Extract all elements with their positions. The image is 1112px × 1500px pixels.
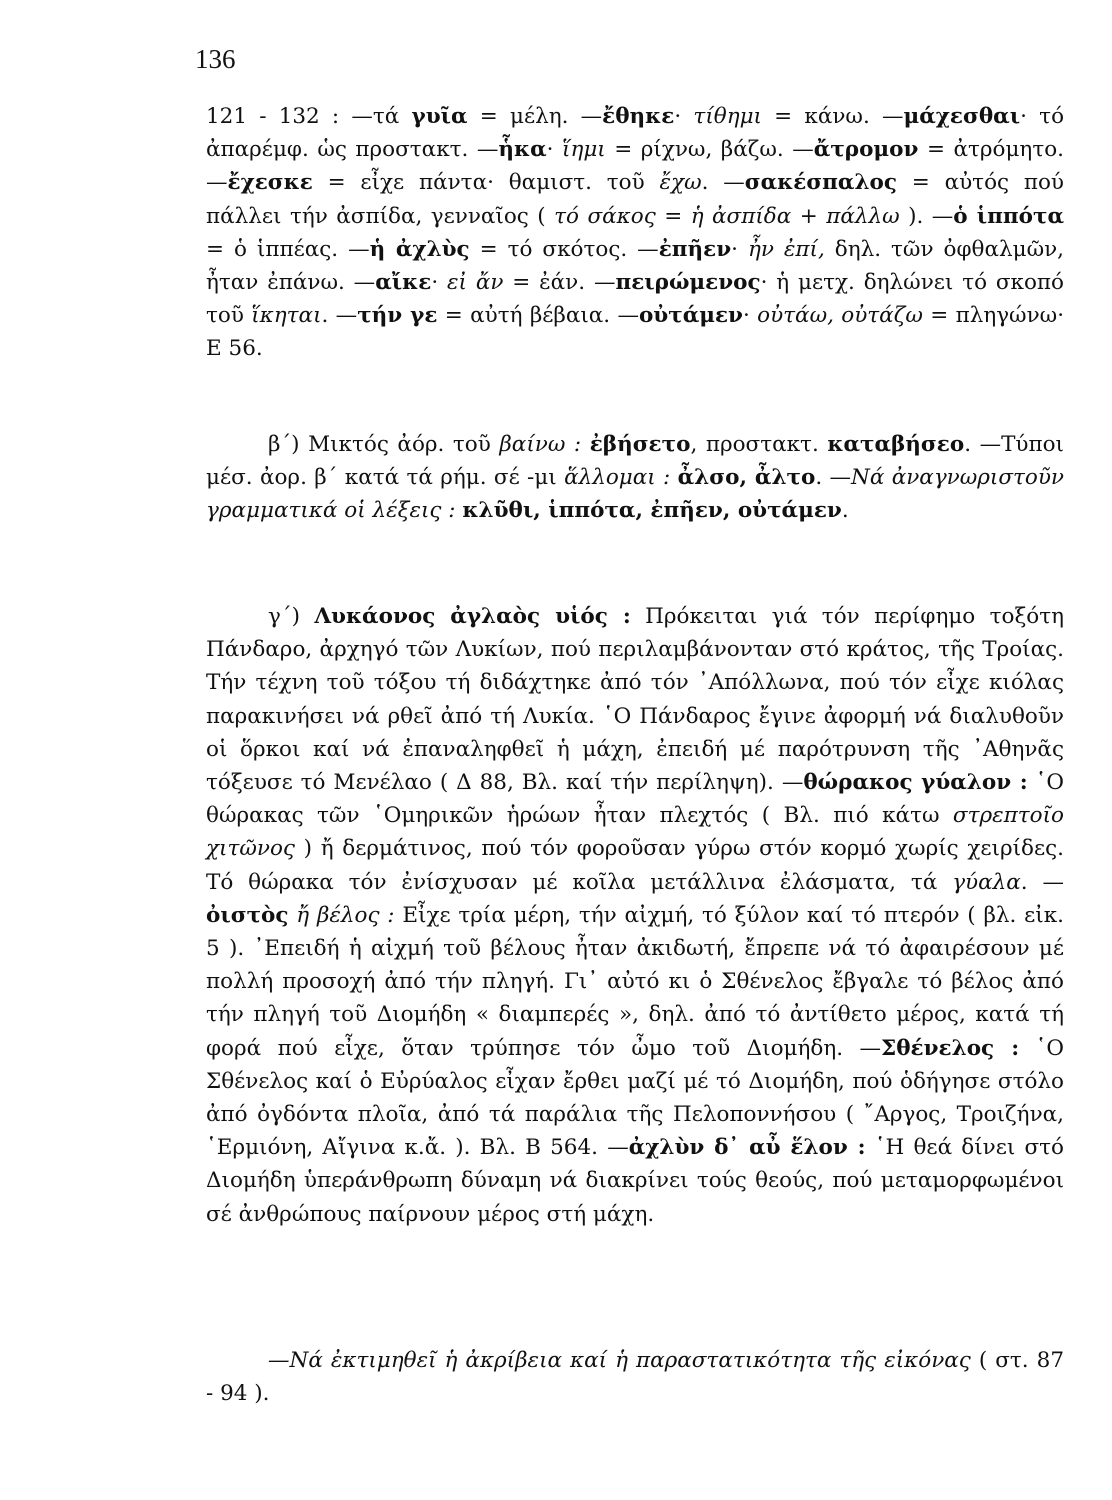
text-run: . — <box>815 465 852 491</box>
headword: σακέσπαλος <box>744 170 897 196</box>
text-run: ) ἤ δερμάτινος, πού τόν φοροῦσαν γύρω στόν κορμό χωρίς χειρίδες. Τό θώρακα τόν ἐνίσχυσαν μέ κοῖλα μετάλλινα ἐλάσματα, τά <box>206 836 1064 895</box>
text-run: ( στ. 87 - 94 ). <box>206 1348 1064 1407</box>
paragraph-beta <box>206 428 1064 528</box>
text-run: , προστακτ. <box>690 432 828 457</box>
text-run: . — <box>321 303 358 329</box>
text-run: Εἶχε τρία μέρη, τήν αἰχμή, τό ξύλον καί τό πτερόν ( βλ. εἰκ. 5 ). ᾿Επειδή ἡ αἰχμή τοῦ βέλους ἦταν ἀκιδωτή, ἔπρεπε νά τό ἀφαιρέσουν μέ πολλή προσοχή ἀπό τήν πληγή. Γι᾿ αὐτό κι ὁ Σθένελος ἔβγαλε τό βέλος ἀπό τήν πληγή τοῦ Διομήδη « διαμπερές », δηλ. ἀπό τό ἀντίθετο μέρος, κατά τή φορά πού εἶχε, ὅταν τρύπησε τόν ὦμο τοῦ Διομήδη. — <box>206 902 1064 1061</box>
italic-term: στρεπτοῖο χιτῶνος <box>206 803 1064 862</box>
text-run: · <box>674 104 694 129</box>
headword: ἔχεσκε <box>227 170 313 196</box>
italic-term: Νά ἀναγνωριστοῦν γραμματικά οἱ λέξεις : <box>206 465 1065 524</box>
text-run: = ρίχνω, βάζω. — <box>605 137 814 163</box>
text-run: = τό σκότος. — <box>469 236 659 262</box>
text-run: = μέλη. — <box>467 104 603 129</box>
headword: οὐτάμεν <box>638 303 743 329</box>
italic-term: ἵκηται <box>251 303 322 329</box>
text-run: · τό ἀπαρέμφ. ὡς προστακτ. — <box>206 104 1065 163</box>
italic-term: ἔχω <box>659 170 702 196</box>
text-run: ῾Ο Σθένελος καί ὁ Εὐρύαλος εἶχαν ἔρθει μαζί μέ τό Διομήδη, πού ὁδήγησε στόλο ἀπό ὀγδόντα πλοῖα, ἀπό τά παράλια τῆς Πελοποννήσου ( ῎Αργος, Τροιζήνα, ῾Ερμιόνη, Αἴγινα κ.ἄ. ). Βλ. Β 564. — <box>206 1035 1065 1161</box>
text-run: . — <box>701 170 745 196</box>
italic-term: ἅλλομαι : <box>564 465 671 491</box>
headword: ἧκα <box>498 137 547 163</box>
italic-instruction: —Νά ἐκτιμηθεῖ ἡ ἀκρίβεια καί ἡ παραστατικότητα τῆς εἰκόνας <box>268 1348 971 1373</box>
italic-term: τίθημι <box>693 104 762 129</box>
headword: Λυκάονος ἀγλαὸς υἱός : <box>314 604 631 629</box>
text-run: = αὐτός πού πάλλει τήν ἀσπίδα, γενναῖος ( <box>206 170 1064 229</box>
headword: ἐβήσετο <box>589 432 691 457</box>
italic-term: ἤ βέλος : <box>296 902 395 928</box>
headword: τήν γε <box>357 303 438 329</box>
headword: ὀιστὸς <box>206 902 289 928</box>
text-run: = πληγώνω· Ε 56. <box>206 303 1065 362</box>
italic-term: οὐτάω, οὐτάζω <box>757 303 923 329</box>
text-run: · <box>731 236 748 262</box>
paragraph-gamma <box>206 600 1064 1231</box>
page-number: 136 <box>195 44 236 74</box>
italic-term: ἦν ἐπί, <box>747 236 825 262</box>
text-run: . —Τύποι μέσ. ἀορ. β΄ κατά τά ρήμ. σέ -μι <box>206 432 1064 491</box>
headword: κλῦθι, ἱππότα, ἐπῆεν, οὐτάμεν <box>462 498 842 524</box>
text-run: ). — <box>899 203 954 229</box>
text-run: · <box>431 270 448 296</box>
text-run: 121 - 132 : —τά <box>206 104 412 129</box>
headword: ὁ ἱππότα <box>953 203 1064 229</box>
text-run <box>581 432 590 457</box>
italic-term: γύαλα <box>952 869 1021 895</box>
headword: ἀχλὺν δ᾿ αὖ ἕλον : <box>628 1135 866 1161</box>
text-run: = αὐτή βέβαια. — <box>437 303 639 329</box>
headword: γυῖα <box>411 104 468 129</box>
headword: μάχεσθαι <box>903 104 1021 129</box>
headword: ἄτρομον <box>813 137 919 163</box>
headword: ἔθηκε <box>602 104 675 129</box>
italic-term: τό σάκος = ἡ ἀσπίδα + πάλλω <box>554 203 900 229</box>
headword: καταβήσεο <box>827 432 965 457</box>
text-run: δηλ. τῶν ὀφθαλμῶν, ἦταν ἐπάνω. — <box>206 236 1065 296</box>
italic-term: ἵημι <box>562 137 606 163</box>
headword: ἐπῆεν <box>658 236 732 262</box>
paragraph-notes-121-132 <box>206 100 1064 366</box>
text-run: · ἡ μετχ. δηλώνει τό σκοπό τοῦ <box>206 270 1065 329</box>
text-run: = ἐάν. — <box>503 270 616 296</box>
text-run: = ὁ ἱππέας. — <box>206 236 370 262</box>
text-run: . — <box>1020 869 1064 895</box>
italic-term: εἰ ἄν <box>447 270 504 296</box>
headword: Σθένελος : <box>881 1035 1020 1061</box>
text-run: = ἀτρόμητο. — <box>206 137 1064 196</box>
paragraph-exercise <box>206 1344 1064 1410</box>
text-run: Πρόκειται γιά τόν περίφημο τοξότη Πάνδαρο, ἀρχηγό τῶν Λυκίων, πού περιλαμβάνονταν στό κράτος, τῆς Τροίας. Τήν τέχνη τοῦ τόξου τή διδάχτηκε ἀπό τόν ᾿Απόλλωνα, πού τόν εἶχε κιόλας παρακινήσει νά ρθεῖ ἀπό τή Λυκία. ῾Ο Πάνδαρος ἔγινε ἀφορμή νά διαλυθοῦν οἱ ὅρκοι καί νά ἐπαναληφθεῖ ἡ μάχη, ἐπειδή μέ παρότρυνση τῆς ᾿Αθηνᾶς τόξευσε τό Μενέλαο ( Δ 88, Βλ. καί τήν περίληψη). — <box>206 604 1065 796</box>
text-run: · <box>546 137 563 163</box>
text-run: . <box>841 498 849 524</box>
headword: αἴκε <box>375 270 432 296</box>
text-run: · <box>742 303 758 329</box>
text-run: β΄) Μικτός ἀόρ. τοῦ <box>268 432 500 457</box>
text-run <box>670 465 677 490</box>
text-run: γ΄) <box>268 604 315 629</box>
headword: ἆλσο, ἆλτο <box>677 465 816 491</box>
text-run: = εἶχε πάντα· θαμιστ. τοῦ <box>312 170 660 196</box>
italic-term: βαίνω : <box>499 432 582 457</box>
headword: ἡ ἀχλὺς <box>369 236 470 262</box>
text-run: ῾Η θεά δίνει στό Διομήδη ὑπεράνθρωπη δύναμη νά διακρίνει τούς θεούς, πού μεταμορφωμένοι σέ ἀνθρώπους παίρνουν μέρος στή μάχη. <box>206 1135 1065 1227</box>
headword: θώρακος γύαλον : <box>803 770 1028 796</box>
headword: πειρώμενος <box>615 270 761 296</box>
text-run: ῾Ο θώρακας τῶν ῾Ομηρικῶν ἡρώων ἦταν πλεχτός ( Βλ. πιό κάτω <box>206 770 1064 829</box>
text-run: = κάνω. — <box>761 104 904 129</box>
